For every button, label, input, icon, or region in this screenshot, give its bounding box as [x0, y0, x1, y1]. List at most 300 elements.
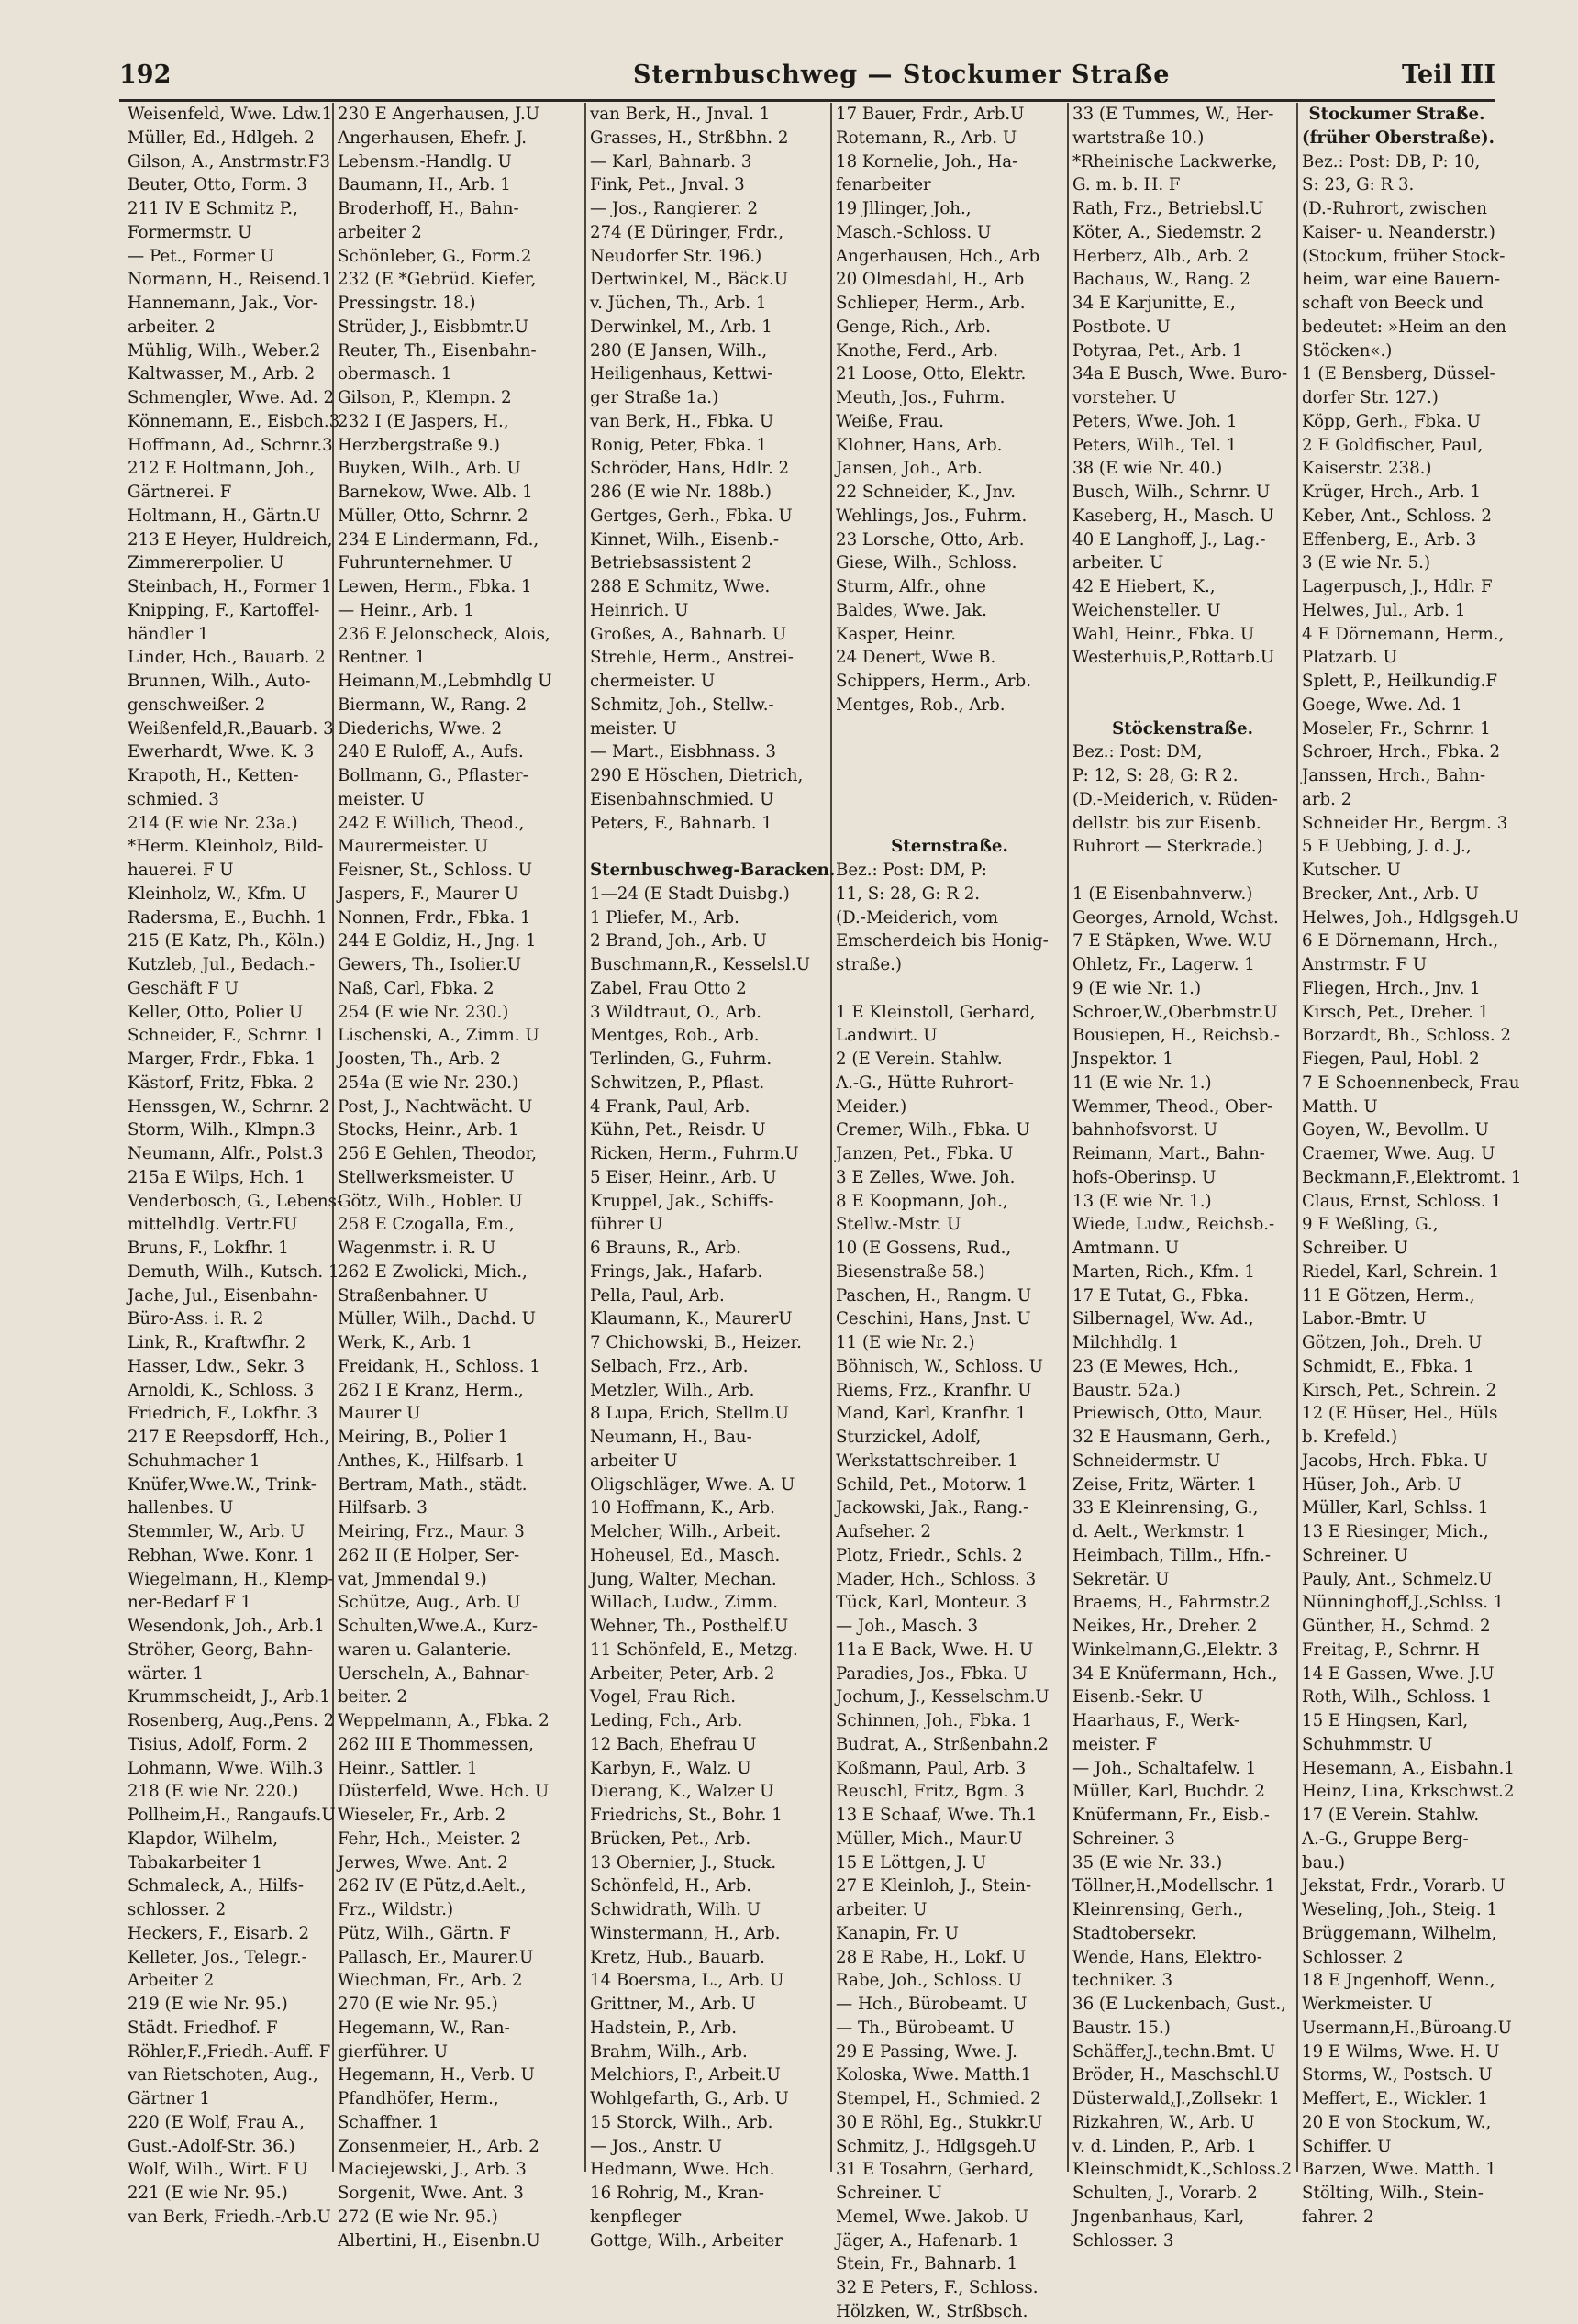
directory-entry: wartstraße 10.) — [1072, 128, 1205, 148]
directory-entry: Schmaleck, A., Hilfs- — [128, 1876, 304, 1896]
directory-entry: (Stockum, früher Stock- — [1302, 246, 1506, 266]
directory-entry: wärter. 1 — [128, 1663, 205, 1684]
directory-entry: Kaiserstr. 238.) — [1302, 459, 1432, 479]
directory-entry: Tisius, Adolf, Form. 2 — [128, 1734, 308, 1754]
directory-entry: 1 E Kleinstoll, Gerhard, — [836, 1002, 1036, 1022]
directory-entry: Georges, Arnold, Wchst. — [1072, 907, 1279, 928]
directory-entry: 290 E Höschen, Dietrich, — [590, 766, 804, 785]
directory-entry: Schmitz, Joh., Stellw.- — [590, 695, 774, 715]
directory-entry: Anstrmstr. F U — [1302, 955, 1428, 974]
directory-columns — [124, 103, 1522, 2321]
directory-entry: — Th., Bürobeamt. U — [836, 2018, 1015, 2038]
directory-entry: Heimann,M.,Lebmhdlg U — [338, 672, 552, 691]
directory-entry: Pütz, Wilh., Gärtn. F — [338, 1923, 511, 1943]
directory-entry: Herberz, Alb., Arb. 2 — [1072, 246, 1250, 266]
directory-entry: Schreiner. 3 — [1072, 1829, 1175, 1849]
directory-entry: Riems, Frz., Kranfhr. U — [836, 1380, 1032, 1400]
directory-entry: Fink, Pet., Jnval. 3 — [590, 175, 745, 195]
directory-entry: 7 E Schoennenbeck, Frau — [1302, 1073, 1520, 1093]
directory-entry: Böhnisch, W., Schloss. U — [836, 1356, 1043, 1376]
directory-entry: Vogel, Frau Rich. — [590, 1687, 737, 1707]
directory-entry: Rentner. 1 — [338, 648, 426, 668]
directory-entry: 32 E Hausmann, Gerh., — [1072, 1428, 1272, 1447]
directory-entry: 9 (E wie Nr. 1.) — [1072, 978, 1202, 998]
directory-entry: (D.-Ruhrort, zwischen — [1302, 199, 1487, 218]
directory-entry: 34 E Karjunitte, E., — [1072, 294, 1236, 313]
directory-entry: Werk, K., Arb. 1 — [338, 1333, 472, 1352]
directory-entry: Meiring, B., Polier 1 — [338, 1428, 509, 1447]
directory-entry: Peters, F., Bahnarb. 1 — [590, 813, 772, 833]
directory-entry: Fiegen, Paul, Hobl. 2 — [1302, 1050, 1480, 1069]
directory-entry: Labor.-Bmtr. U — [1302, 1309, 1427, 1329]
column-1 — [124, 103, 343, 2227]
directory-entry: Rath, Frz., Betriebsl.U — [1072, 199, 1264, 218]
directory-entry: 22 Schneider, K., Jnv. — [836, 483, 1017, 502]
directory-entry: Wiede, Ludw., Reichsb.- — [1072, 1215, 1275, 1235]
directory-entry: Zabel, Frau Otto 2 — [590, 978, 747, 998]
directory-entry: Gertges, Gerh., Fbka. U — [590, 506, 793, 526]
directory-entry: Goege, Wwe. Ad. 1 — [1302, 695, 1462, 715]
directory-entry: Schreiner. U — [1302, 1545, 1408, 1565]
directory-entry: Heinz, Lina, Krkschwst.2 — [1302, 1782, 1515, 1802]
directory-entry: Lebensm.-Handlg. U — [338, 151, 512, 172]
directory-entry: Nünninghoff,J.,Schlss. 1 — [1302, 1593, 1505, 1613]
directory-entry: Knüfer,Wwe.W., Trink- — [128, 1474, 317, 1495]
directory-entry: Hasser, Ldw., Sekr. 3 — [128, 1356, 305, 1376]
directory-entry: Genge, Rich., Arb. — [836, 317, 991, 337]
directory-entry: 13 E Schaaf, Wwe. Th.1 — [836, 1806, 1038, 1825]
directory-entry: Lischenski, A., Zimm. U — [338, 1026, 539, 1046]
directory-entry: Fehr, Hch., Meister. 2 — [338, 1829, 521, 1849]
directory-entry: Schneidermstr. U — [1072, 1451, 1221, 1471]
directory-entry: schmied. 3 — [128, 789, 219, 809]
directory-entry: Angerhausen, Ehefr. J. — [338, 128, 527, 148]
directory-entry: Sekretär. U — [1072, 1569, 1170, 1589]
directory-entry: 286 (E wie Nr. 188b.) — [590, 483, 772, 502]
directory-entry: Wehlings, Jos., Fuhrm. — [836, 506, 1028, 526]
directory-entry: b. Krefeld.) — [1302, 1428, 1398, 1447]
directory-entry: Baumann, H., Arb. 1 — [338, 175, 511, 195]
directory-entry: Zimmererpolier. U — [128, 553, 284, 573]
directory-entry: Strüder, J., Eisbbmtr.U — [338, 317, 529, 337]
directory-entry: Storm, Wilh., Klmpn.3 — [128, 1120, 316, 1140]
directory-entry: Koloska, Wwe. Matth.1 — [836, 2065, 1032, 2085]
directory-entry: van Berk, H., Fbka. U — [590, 411, 774, 431]
directory-entry: Köpp, Gerh., Fbka. U — [1302, 411, 1481, 431]
directory-entry: 215a E Wilps, Hch. 1 — [128, 1167, 306, 1187]
directory-entry: 6 Brauns, R., Arb. — [590, 1239, 741, 1258]
directory-entry: Hadstein, P., Arb. — [590, 2018, 737, 2038]
directory-entry: Großes, A., Bahnarb. U — [590, 624, 787, 644]
directory-entry: 2 Brand, Joh., Arb. U — [590, 931, 767, 951]
directory-entry: 11 (E wie Nr. 1.) — [1072, 1073, 1212, 1093]
directory-entry: straße.) — [836, 955, 902, 974]
directory-entry: Schröder, Hans, Hdlr. 2 — [590, 459, 790, 479]
directory-entry: Gilson, A., Anstrmstr.F3 — [128, 151, 330, 172]
directory-entry: Jansen, Joh., Arb. — [836, 459, 983, 479]
section-heading: Stockumer Straße. — [1308, 105, 1485, 124]
directory-entry: P: 12, S: 28, G: R 2. — [1072, 766, 1239, 785]
directory-entry: Kleinschmidt,K.,Schloss.2 — [1072, 2160, 1293, 2180]
directory-entry: (D.-Meiderich, v. Rüden- — [1072, 789, 1278, 809]
spacer — [836, 788, 1063, 812]
directory-entry: Günther, H., Schmd. 2 — [1302, 1617, 1491, 1636]
directory-entry: Götzen, Joh., Dreh. U — [1302, 1333, 1483, 1352]
directory-entry: 220 (E Wolf, Frau A., — [128, 2112, 305, 2132]
directory-entry: Werkstattschreiber. 1 — [836, 1451, 1018, 1471]
directory-entry: Gewers, Th., Isolier.U — [338, 955, 522, 974]
directory-entry: Barzen, Wwe. Matth. 1 — [1302, 2160, 1497, 2180]
directory-entry: Paradies, Jos., Fbka. U — [836, 1663, 1028, 1684]
directory-entry: dellstr. bis zur Eisenb. — [1072, 813, 1261, 833]
directory-entry: kenpfleger — [590, 2207, 682, 2227]
directory-entry: Zonsenmeier, H., Arb. 2 — [338, 2136, 539, 2156]
directory-entry: ger Straße 1a.) — [590, 388, 719, 407]
directory-entry: Rosenberg, Aug.,Pens. 2 — [128, 1711, 335, 1730]
directory-entry: Keber, Ant., Schloss. 2 — [1302, 506, 1492, 526]
directory-entry: 30 E Röhl, Eg., Stukkr.U — [836, 2112, 1043, 2132]
directory-entry: arbeiter U — [590, 1451, 678, 1471]
directory-entry: Werkmeister. U — [1302, 1995, 1433, 2014]
directory-entry: 35 (E wie Nr. 33.) — [1072, 1852, 1223, 1873]
directory-entry: 4 E Dörnemann, Herm., — [1302, 624, 1505, 644]
directory-entry: 236 E Jelonscheck, Alois, — [338, 624, 550, 644]
directory-entry: 3 (E wie Nr. 5.) — [1302, 553, 1431, 573]
directory-entry: G. m. b. H. F — [1072, 175, 1181, 195]
directory-entry: Marger, Frdr., Fbka. 1 — [128, 1050, 317, 1069]
directory-entry: Müller, Karl, Buchdr. 2 — [1072, 1782, 1265, 1802]
directory-entry: Ruhrort — Sterkrade.) — [1072, 837, 1263, 857]
directory-entry: Helwes, Jul., Arb. 1 — [1302, 600, 1466, 620]
directory-entry: Wohlgefarth, G., Arb. U — [590, 2089, 789, 2108]
spacer — [836, 740, 1063, 764]
directory-entry: bahnhofsvorst. U — [1072, 1120, 1218, 1140]
directory-entry: Ströher, Georg, Bahn- — [128, 1640, 314, 1660]
page-number: 192 — [119, 61, 172, 89]
directory-entry: Karbyn, F., Walz. U — [590, 1758, 751, 1778]
directory-entry: 270 (E wie Nr. 95.) — [338, 1995, 498, 2014]
directory-entry: Knüfermann, Fr., Eisb.- — [1072, 1806, 1270, 1825]
directory-entry: Neumann, H., Bau- — [590, 1428, 752, 1447]
directory-entry: Wagenmstr. i. R. U — [338, 1239, 496, 1258]
directory-entry: Schmitz, J., Hdlgsgeh.U — [836, 2136, 1037, 2156]
directory-entry: Friedrich, F., Lokfhr. 3 — [128, 1404, 317, 1424]
directory-entry: 23 (E Mewes, Hch., — [1072, 1356, 1239, 1376]
directory-entry: Busch, Wilh., Schrnr. U — [1072, 483, 1271, 502]
directory-entry: Hegemann, H., Verb. U — [338, 2065, 535, 2085]
directory-entry: van Berk, Friedh.-Arb.U — [128, 2207, 331, 2227]
directory-entry: Meiring, Frz., Maur. 3 — [338, 1522, 525, 1541]
directory-entry: — Jos., Rangierer. 2 — [590, 199, 759, 218]
directory-entry: meister. U — [338, 789, 425, 809]
directory-entry: 1—24 (E Stadt Duisbg.) — [590, 884, 790, 904]
directory-entry: 11 (E wie Nr. 2.) — [836, 1333, 975, 1352]
directory-entry: 8 Lupa, Erich, Stellm.U — [590, 1404, 789, 1424]
directory-entry: Gärtner 1 — [128, 2089, 210, 2108]
directory-entry: Formermstr. U — [128, 222, 252, 242]
spacer — [1072, 694, 1293, 717]
directory-entry: Mentges, Rob., Arb. — [590, 1026, 760, 1046]
directory-entry: 218 (E wie Nr. 220.) — [128, 1782, 299, 1802]
directory-entry: Neumann, Alfr., Polst.3 — [128, 1144, 324, 1163]
directory-entry: Bachaus, W., Rang. 2 — [1072, 270, 1250, 290]
directory-entry: Kleinholz, W., Kfm. U — [128, 884, 306, 904]
directory-entry: Sorgenit, Wwe. Ant. 3 — [338, 2184, 524, 2203]
directory-entry: 258 E Czogalla, Em., — [338, 1215, 515, 1235]
directory-entry: 262 I E Kranz, Herm., — [338, 1380, 524, 1400]
directory-entry: 288 E Schmitz, Wwe. — [590, 577, 771, 596]
directory-entry: 13 E Riesinger, Mich., — [1302, 1522, 1489, 1541]
directory-entry: Jache, Jul., Eisenbahn- — [128, 1285, 318, 1306]
directory-entry: Reuter, Th., Eisenbahn- — [338, 340, 537, 361]
directory-entry: vat, Jmmendal 9.) — [338, 1569, 487, 1589]
directory-entry: Claus, Ernst, Schloss. 1 — [1302, 1191, 1503, 1211]
directory-entry: Westerhuis,P.,Rottarb.U — [1072, 648, 1275, 668]
directory-entry: Weisenfeld, Wwe. Ldw.1 — [128, 105, 333, 124]
directory-entry: Stellwerksmeister. U — [338, 1167, 515, 1187]
directory-entry: Weichensteller. U — [1072, 600, 1221, 620]
directory-entry: Albertini, H., Eisenbn.U — [338, 2230, 540, 2251]
directory-entry: Kelleter, Jos., Telegr.- — [128, 1947, 307, 1967]
directory-entry: 15 Storck, Wilh., Arb. — [590, 2112, 773, 2132]
directory-entry: Wolf, Wilh., Wirt. F U — [128, 2160, 308, 2180]
directory-entry: 28 E Rabe, H., Lokf. U — [836, 1947, 1027, 1967]
directory-entry: 240 E Ruloff, A., Aufs. — [338, 742, 524, 762]
directory-entry: Wehner, Th., Posthelf.U — [590, 1617, 789, 1636]
directory-entry: Beuter, Otto, Form. 3 — [128, 175, 307, 195]
directory-entry: 34a E Busch, Wwe. Buro- — [1072, 364, 1288, 384]
directory-entry: Heiligenhaus, Kettwi- — [590, 364, 773, 384]
directory-entry: 33 (E Tummes, W., Her- — [1072, 105, 1274, 124]
directory-entry: Buschmann,R., Kesselsl.U — [590, 955, 811, 974]
directory-entry: Fuhrunternehmer. U — [338, 553, 513, 573]
directory-entry: Peters, Wilh., Tel. 1 — [1072, 435, 1238, 455]
directory-entry: Wesendonk, Joh., Arb.1 — [128, 1617, 325, 1636]
directory-entry: Demuth, Wilh., Kutsch. 1 — [128, 1262, 339, 1282]
directory-entry: 262 IV (E Pütz,d.Aelt., — [338, 1876, 527, 1896]
directory-entry: arb. 2 — [1302, 789, 1352, 809]
directory-entry: (D.-Meiderich, vom — [836, 907, 999, 928]
directory-entry: Wiechman, Fr., Arb. 2 — [338, 1971, 523, 1991]
directory-entry: 5 Eiser, Heinr., Arb. U — [590, 1167, 777, 1187]
directory-entry: chermeister. U — [590, 672, 716, 691]
directory-entry: Mader, Hch., Schloss. 3 — [836, 1569, 1037, 1589]
directory-entry: Feisner, St., Schloss. U — [338, 861, 533, 880]
directory-entry: Brecker, Ant., Arb. U — [1302, 884, 1479, 904]
directory-entry: Eisenb.-Sekr. U — [1072, 1687, 1204, 1707]
directory-entry: Ewerhardt, Wwe. K. 3 — [128, 742, 315, 762]
directory-entry: Hedmann, Wwe. Hch. — [590, 2160, 775, 2180]
directory-entry: Tück, Karl, Monteur. 3 — [836, 1593, 1028, 1613]
directory-entry: 10 Hoffmann, K., Arb. — [590, 1498, 775, 1518]
directory-entry: Link, R., Kraftwfhr. 2 — [128, 1333, 306, 1352]
spacer — [836, 977, 1063, 1001]
page-header — [119, 61, 1495, 101]
directory-entry: Kinnet, Wilh., Eisenb.- — [590, 529, 780, 550]
directory-entry: Müller, Karl, Schlss. 1 — [1302, 1498, 1489, 1518]
directory-entry: 1 (E Eisenbahnverw.) — [1072, 884, 1253, 904]
directory-entry: — Joh., Masch. 3 — [836, 1617, 979, 1636]
directory-entry: Silbernagel, Ww. Ad., — [1072, 1309, 1254, 1329]
directory-entry: 212 E Holtmann, Joh., — [128, 459, 316, 479]
directory-entry: 256 E Gehlen, Theodor, — [338, 1144, 538, 1163]
directory-entry: Heckers, F., Eisarb. 2 — [128, 1923, 310, 1943]
directory-entry: Platzarb. U — [1302, 648, 1397, 668]
directory-entry: A.-G., Hütte Ruhrort- — [836, 1073, 1014, 1093]
directory-entry: Heinr., Sattler. 1 — [338, 1758, 478, 1778]
directory-entry: d. Aelt., Werkmstr. 1 — [1072, 1522, 1246, 1541]
directory-entry: Grittner, M., Arb. U — [590, 1995, 756, 2014]
directory-entry: 230 E Angerhausen, J.U — [338, 105, 540, 124]
directory-entry: Hilfsarb. 3 — [338, 1498, 428, 1518]
directory-entry: Jerwes, Wwe. Ant. 2 — [338, 1852, 508, 1873]
directory-entry: Schaffner. 1 — [338, 2112, 439, 2132]
directory-entry: dorfer Str. 127.) — [1302, 388, 1439, 407]
directory-entry: Gärtnerei. F — [128, 483, 232, 502]
directory-entry: Leding, Fch., Arb. — [590, 1711, 743, 1730]
directory-entry: Müller, Mich., Maur.U — [836, 1829, 1023, 1849]
directory-entry: 213 E Heyer, Huldreich, — [128, 529, 333, 550]
directory-entry: 11 E Götzen, Herm., — [1302, 1285, 1475, 1306]
directory-entry: Bousiepen, H., Reichsb.- — [1072, 1026, 1280, 1046]
spacer — [1072, 670, 1293, 694]
directory-entry: Usermann,H.,Büroang.U — [1302, 2018, 1512, 2038]
directory-entry: 17 Bauer, Frdr., Arb.U — [836, 105, 1025, 124]
directory-entry: Arbeiter 2 — [128, 1971, 215, 1991]
part-label: Teil III — [1402, 61, 1495, 89]
directory-entry: Meuth, Jos., Fuhrm. — [836, 388, 1006, 407]
directory-entry: Herzbergstraße 9.) — [338, 435, 500, 455]
directory-entry: Schroer, Hrch., Fbka. 2 — [1302, 742, 1501, 762]
directory-entry: Marten, Rich., Kfm. 1 — [1072, 1262, 1255, 1282]
directory-entry: 18 E Jngenhoff, Wenn., — [1302, 1971, 1495, 1991]
directory-entry: Schuhmacher 1 — [128, 1451, 261, 1471]
directory-entry: Weiße, Frau. — [836, 411, 944, 431]
directory-entry: Ronig, Peter, Fbka. 1 — [590, 435, 768, 455]
spacer — [590, 835, 827, 859]
directory-entry: Stadtobersekr. — [1072, 1923, 1197, 1943]
directory-entry: Amtmann. U — [1072, 1239, 1180, 1258]
directory-entry: Kirsch, Pet., Schrein. 2 — [1302, 1380, 1497, 1400]
directory-entry: Steinbach, H., Former 1 — [128, 577, 332, 596]
directory-entry: Mühlig, Wilh., Weber.2 — [128, 340, 321, 361]
directory-entry: 244 E Goldiz, H., Jng. 1 — [338, 931, 537, 951]
directory-entry: Riedel, Karl, Schrein. 1 — [1302, 1262, 1500, 1282]
directory-entry: 11 Schönfeld, E., Metzg. — [590, 1640, 798, 1660]
directory-entry: obermasch. 1 — [338, 364, 452, 384]
directory-entry: Winkelmann,G.,Elektr. 3 — [1072, 1640, 1279, 1660]
directory-entry: meister. F — [1072, 1734, 1158, 1754]
directory-entry: S: 23, G: R 3. — [1302, 175, 1415, 195]
directory-entry: 254 (E wie Nr. 230.) — [338, 1002, 509, 1022]
directory-entry: Holtmann, H., Gärtn.U — [128, 506, 321, 526]
directory-entry: Janzen, Pet., Fbka. U — [836, 1144, 1014, 1163]
directory-entry: hallenbes. U — [128, 1498, 234, 1518]
directory-entry: Baldes, Wwe. Jak. — [836, 600, 987, 620]
directory-entry: Normann, H., Reisend.1 — [128, 270, 332, 290]
directory-entry: Masch.-Schloss. U — [836, 222, 992, 242]
directory-entry: Pella, Paul, Arb. — [590, 1285, 725, 1306]
directory-entry: Heinrich. U — [590, 600, 689, 620]
directory-entry: Diederichs, Wwe. 2 — [338, 718, 503, 739]
directory-entry: Maurermeister. U — [338, 837, 489, 857]
directory-entry: hauerei. F U — [128, 861, 234, 880]
directory-entry: 262 E Zwolicki, Mich., — [338, 1262, 528, 1282]
directory-entry: ner-Bedarf F 1 — [128, 1593, 252, 1613]
directory-entry: 221 (E wie Nr. 95.) — [128, 2184, 288, 2203]
directory-entry: Könnemann, E., Eisbch.3 — [128, 411, 340, 431]
directory-entry: Jäger, A., Hafenarb. 1 — [836, 2230, 1019, 2251]
directory-entry: Kutscher. U — [1302, 861, 1401, 880]
directory-entry: Helwes, Joh., Hdlgsgeh.U — [1302, 907, 1519, 928]
directory-entry: 19 E Wilms, Wwe. H. U — [1302, 2041, 1500, 2062]
directory-entry: Roth, Wilh., Schloss. 1 — [1302, 1687, 1493, 1707]
directory-entry: Ceschini, Hans, Jnst. U — [836, 1309, 1031, 1329]
directory-entry: Pallasch, Er., Maurer.U — [338, 1947, 534, 1967]
directory-entry: 18 Kornelie, Joh., Ha- — [836, 151, 1018, 172]
directory-entry: Potyraa, Pet., Arb. 1 — [1072, 340, 1243, 361]
page-title: Sternbuschweg — Stockumer Straße — [633, 61, 1171, 89]
directory-entry: Biesenstraße 58.) — [836, 1262, 985, 1282]
directory-entry: 215 (E Katz, Ph., Köln.) — [128, 931, 326, 951]
directory-entry: Brüggemann, Wilhelm, — [1302, 1923, 1497, 1943]
column-5 — [1069, 103, 1298, 2251]
directory-entry: Ricken, Herm., Fuhrm.U — [590, 1144, 799, 1163]
directory-entry: arbeiter. U — [836, 1900, 928, 1919]
directory-entry: Sturm, Alfr., ohne — [836, 577, 986, 596]
directory-entry: Cremer, Wilh., Fbka. U — [836, 1120, 1030, 1140]
directory-entry: Pollheim,H., Rangaufs.U — [128, 1806, 336, 1825]
directory-entry: bau.) — [1302, 1852, 1346, 1873]
directory-entry: 13 Obernier, J., Stuck. — [590, 1852, 777, 1873]
directory-entry: *Rheinische Lackwerke, — [1072, 151, 1278, 172]
directory-entry: — Mart., Eisbhnass. 3 — [590, 742, 776, 762]
section-heading: Sternstraße. — [891, 837, 1008, 857]
directory-entry: schlosser. 2 — [128, 1900, 227, 1919]
directory-entry: Paschen, H., Rangm. U — [836, 1285, 1032, 1306]
directory-entry: Schinnen, Joh., Fbka. 1 — [836, 1711, 1033, 1730]
directory-entry: Knipping, F., Kartoffel- — [128, 600, 320, 620]
directory-entry: Gottge, Wilh., Arbeiter — [590, 2230, 783, 2251]
directory-entry: Oligschläger, Wwe. A. U — [590, 1474, 795, 1495]
directory-entry: Janssen, Hrch., Bahn- — [1302, 766, 1486, 785]
directory-entry: — Hch., Bürobeamt. U — [836, 1995, 1028, 2014]
directory-entry: Milchhdlg. 1 — [1072, 1333, 1180, 1352]
directory-entry: Melchiors, P., Arbeit.U — [590, 2065, 781, 2085]
directory-entry: 1 Pliefer, M., Arb. — [590, 907, 739, 928]
directory-entry: Joosten, Th., Arb. 2 — [338, 1050, 501, 1069]
directory-entry: fahrer. 2 — [1302, 2207, 1374, 2227]
directory-entry: Lewen, Herm., Fbka. 1 — [338, 577, 532, 596]
directory-entry: Schroer,W.,Oberbmstr.U — [1072, 1002, 1278, 1022]
directory-entry: Müller, Ed., Hdlgeh. 2 — [128, 128, 315, 148]
directory-entry: — Heinr., Arb. 1 — [338, 600, 474, 620]
directory-entry: 32 E Peters, F., Schloss. — [836, 2278, 1039, 2297]
directory-entry: Hüser, Joh., Arb. U — [1302, 1474, 1461, 1495]
directory-entry: Keller, Otto, Polier U — [128, 1002, 304, 1022]
directory-entry: Schild, Pet., Motorw. 1 — [836, 1474, 1028, 1495]
directory-entry: Schmengler, Wwe. Ad. 2 — [128, 388, 335, 407]
directory-entry: Kanapin, Fr. U — [836, 1923, 959, 1943]
directory-entry: 21 Loose, Otto, Elektr. — [836, 364, 1027, 384]
directory-entry: Lagerpusch, J., Hdlr. F — [1302, 577, 1493, 596]
directory-entry: Schulten,Wwe.A., Kurz- — [338, 1617, 539, 1636]
directory-entry: Kaltwasser, M., Arb. 2 — [128, 364, 316, 384]
directory-entry: Schreiber. U — [1302, 1239, 1408, 1258]
directory-entry: Maciejewski, J., Arb. 3 — [338, 2160, 527, 2180]
directory-entry: Hannemann, Jak., Vor- — [128, 294, 318, 313]
directory-entry: Moseler, Fr., Schrnr. 1 — [1302, 718, 1491, 739]
